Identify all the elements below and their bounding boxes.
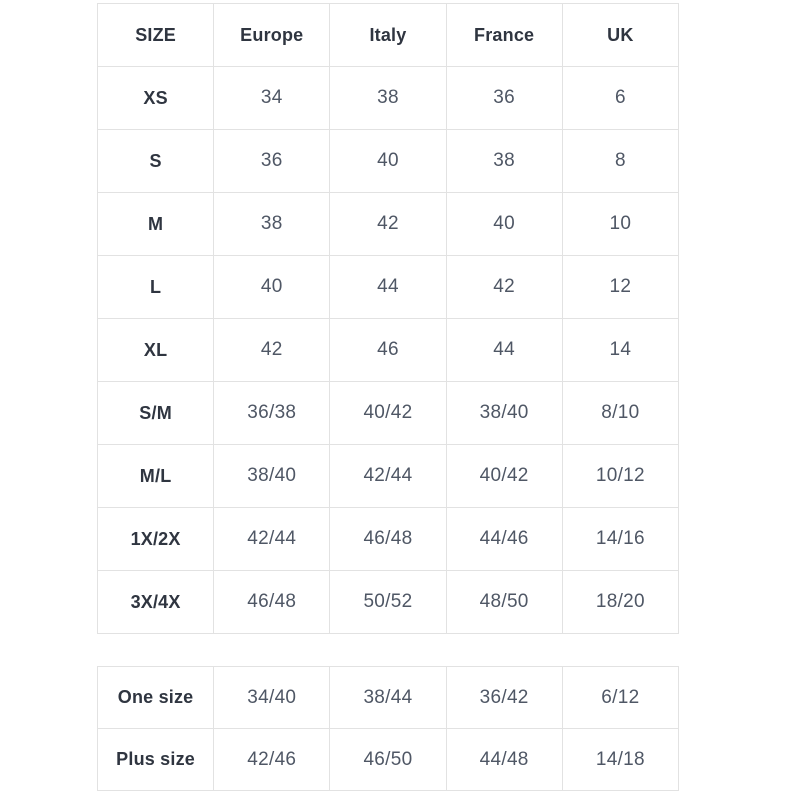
row-label-cell: XS (98, 67, 214, 130)
value-cell: 10 (562, 193, 678, 256)
row-label-cell: M (98, 193, 214, 256)
value-cell: 38/40 (214, 445, 330, 508)
row-label-cell: S/M (98, 382, 214, 445)
size-conversion-table-body (98, 67, 679, 634)
value-cell: 14/18 (562, 729, 678, 791)
value-cell: 46 (330, 319, 446, 382)
size-conversion-table (97, 3, 679, 634)
value-cell: 40 (446, 193, 562, 256)
value-cell: 44 (330, 256, 446, 319)
value-cell: 50/52 (330, 571, 446, 634)
table-row (98, 382, 679, 445)
header-row (98, 4, 679, 67)
value-cell: 42/44 (330, 445, 446, 508)
value-cell: 10/12 (562, 445, 678, 508)
table-row (98, 571, 679, 634)
row-label-cell: XL (98, 319, 214, 382)
row-label-cell: 1X/2X (98, 508, 214, 571)
header-cell-size: SIZE (98, 4, 214, 67)
table-row (98, 445, 679, 508)
row-label-cell: 3X/4X (98, 571, 214, 634)
value-cell: 44/46 (446, 508, 562, 571)
value-cell: 34 (214, 67, 330, 130)
value-cell: 40 (214, 256, 330, 319)
row-label-cell: Plus size (98, 729, 214, 791)
value-cell: 40 (330, 130, 446, 193)
table-row (98, 508, 679, 571)
table-row (98, 319, 679, 382)
table-row (98, 130, 679, 193)
special-sizes-table (97, 666, 679, 791)
row-label-cell: S (98, 130, 214, 193)
value-cell: 36/38 (214, 382, 330, 445)
value-cell: 8 (562, 130, 678, 193)
value-cell: 14 (562, 319, 678, 382)
row-label-cell: One size (98, 667, 214, 729)
value-cell: 38 (330, 67, 446, 130)
value-cell: 42/46 (214, 729, 330, 791)
value-cell: 38/40 (446, 382, 562, 445)
value-cell: 46/48 (214, 571, 330, 634)
table-row (98, 729, 679, 791)
header-cell-europe: Europe (214, 4, 330, 67)
value-cell: 44 (446, 319, 562, 382)
value-cell: 6/12 (562, 667, 678, 729)
value-cell: 42 (446, 256, 562, 319)
value-cell: 42 (330, 193, 446, 256)
table-row (98, 667, 679, 729)
value-cell: 48/50 (446, 571, 562, 634)
value-cell: 38/44 (330, 667, 446, 729)
row-label-cell: M/L (98, 445, 214, 508)
value-cell: 38 (214, 193, 330, 256)
value-cell: 40/42 (330, 382, 446, 445)
size-chart-page (97, 3, 679, 791)
value-cell: 14/16 (562, 508, 678, 571)
special-sizes-table-body (98, 667, 679, 791)
header-cell-uk: UK (562, 4, 678, 67)
value-cell: 46/50 (330, 729, 446, 791)
row-label-cell: L (98, 256, 214, 319)
table-row (98, 67, 679, 130)
value-cell: 38 (446, 130, 562, 193)
value-cell: 42/44 (214, 508, 330, 571)
value-cell: 8/10 (562, 382, 678, 445)
table-row (98, 193, 679, 256)
value-cell: 36 (214, 130, 330, 193)
value-cell: 42 (214, 319, 330, 382)
value-cell: 40/42 (446, 445, 562, 508)
header-cell-italy: Italy (330, 4, 446, 67)
value-cell: 36/42 (446, 667, 562, 729)
value-cell: 44/48 (446, 729, 562, 791)
value-cell: 36 (446, 67, 562, 130)
value-cell: 34/40 (214, 667, 330, 729)
header-cell-france: France (446, 4, 562, 67)
value-cell: 46/48 (330, 508, 446, 571)
value-cell: 6 (562, 67, 678, 130)
value-cell: 12 (562, 256, 678, 319)
table-row (98, 256, 679, 319)
value-cell: 18/20 (562, 571, 678, 634)
table-header (98, 4, 679, 67)
